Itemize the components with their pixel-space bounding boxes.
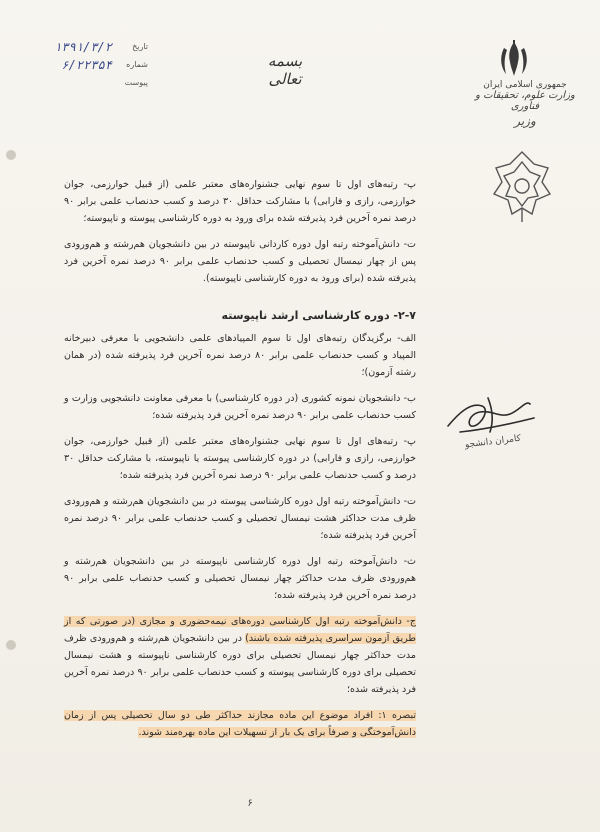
highlighted-note: تبصره ۱: افراد موضوع این ماده مجازند حداکثر طی دو سال تحصیلی پس از زمان دانش‌آموختگی و صرفاً برای یک بار از تسهیلات این ماده بهره‌مند شوند. [64,710,416,738]
clause-se: ث- دانش‌آموخته رتبه اول دوره کارشناسی ناپیوسته در بین دانشجویان هم‌رشته و هم‌ورودی ظرف مدت حداکثر چهار نیمسال تحصیلی و کسب حدنصاب علمی برابر ۹۰ درصد نمره آخرین فرد پذیرفته شده؛ [64,556,416,601]
ministry-letterhead [460,80,590,128]
punch-hole [6,150,16,160]
clause-p1: پ- رتبه‌های اول تا سوم نهایی جشنواره‌های معتبر علمی (از قبیل خوارزمی، جوان خوارزمی، رازی و فارابی) با مشارکت حداقل ۳۰ درصد و کسب حدنصاب علمی برابر ۹۰ درصد نمره آخرین فرد پذیرفته شده برای ورود به دوره کارشناسی پیوسته و ناپیوسته؛ [64,179,417,224]
clause-pe: پ- رتبه‌های اول تا سوم نهایی جشنواره‌های معتبر علمی (از قبیل خوارزمی، جوان خوارزمی، رازی و فارابی) در دوره کارشناسی پیوسته یا ناپیوسته، با مشارکت حداقل ۳۰ درصد و کسب حدنصاب علمی برابر ۹۰ درصد نمره آخرین فرد پذیرفته شده؛ [64,436,416,481]
clause-alef: الف- برگزیدگان رتبه‌های اول تا سوم المپیادهای علمی دانشجویی با معرفی دبیرخانه المپیاد و کسب حدنصاب علمی برابر ۸۰ درصد نمره آخرین فرد پذیرفته شده (در همان رشته آزمون)؛ [64,333,416,378]
signatory-name: کامران دانشجو [464,433,522,451]
number-row [28,58,148,76]
section-heading: ۲-۷- دوره کارشناسی ارشد ناپیوسته [221,309,416,322]
highlighted-text: ج- دانش‌آموخته رتبه اول کارشناسی دوره‌های نیمه‌حضوری و مجازی (در صورتی که از طریق آزمون سراسری پذیرفته شده باشند) [64,616,416,644]
clause-t1: ت- دانش‌آموخته رتبه اول دوره کاردانی ناپیوسته در بین دانشجویان هم‌رشته و هم‌ورودی پس از چهار نیمسال تحصیلی و کسب حدنصاب علمی برابر ۹۰ درصد نمره آخرین فرد پذیرفته شده (برای ورود به دوره کارشناسی ناپیوسته). [64,239,416,284]
ministry-line1: جمهوری اسلامی ایران [483,80,567,90]
ministry-line2: وزارت علوم، تحقیقات و فناوری [475,90,575,112]
clause-jim-rest: در بین دانشجویان هم‌رشته و هم‌ورودی ظرف مدت حداکثر چهار نیمسال تحصیلی برای دوره کارشناسی ناپیوسته و هشت نیمسال تحصیلی برای دوره کارشناسی پیوسته و کسب حدنصاب علمی برابر ۹۰ درصد نمره آخرین فرد پذیرفته شده؛ [64,633,416,695]
attachment-label: پیوست [124,78,148,87]
bismillah-heading: بسمه تعالی [267,52,303,88]
letter-metadata [28,40,148,94]
date-label: تاریخ [132,42,148,51]
number-label: شماره [126,60,148,69]
date-value: ۱۳۹۱/۳/۲ [54,40,112,54]
date-row [28,40,148,58]
clause-jim [64,613,416,698]
punch-hole [6,640,16,650]
clause-be: ب- دانشجویان نمونه کشوری (در دوره کارشناسی) با معرفی معاونت دانشجویی وزارت و کسب حدنصاب علمی برابر ۹۰ درصد نمره آخرین فرد پذیرفته شده؛ [64,393,416,421]
iran-emblem-icon [494,38,534,80]
clause-te: ت- دانش‌آموخته رتبه اول دوره کارشناسی پیوسته در بین دانشجویان هم‌رشته و هم‌ورودی ظرف مدت حداکثر هشت نیمسال تحصیلی و کسب حدنصاب علمی برابر ۹۰ درصد نمره آخرین فرد پذیرفته شده؛ [64,496,416,541]
ministry-line3: وزیر [514,114,536,128]
number-value: ۶/۲۲۳۵۴ [61,58,112,72]
note-1 [64,707,416,741]
attachment-row [28,76,148,94]
page-number: ۶ [247,798,253,809]
ornament-icon [492,150,552,224]
letter-body [64,176,416,750]
